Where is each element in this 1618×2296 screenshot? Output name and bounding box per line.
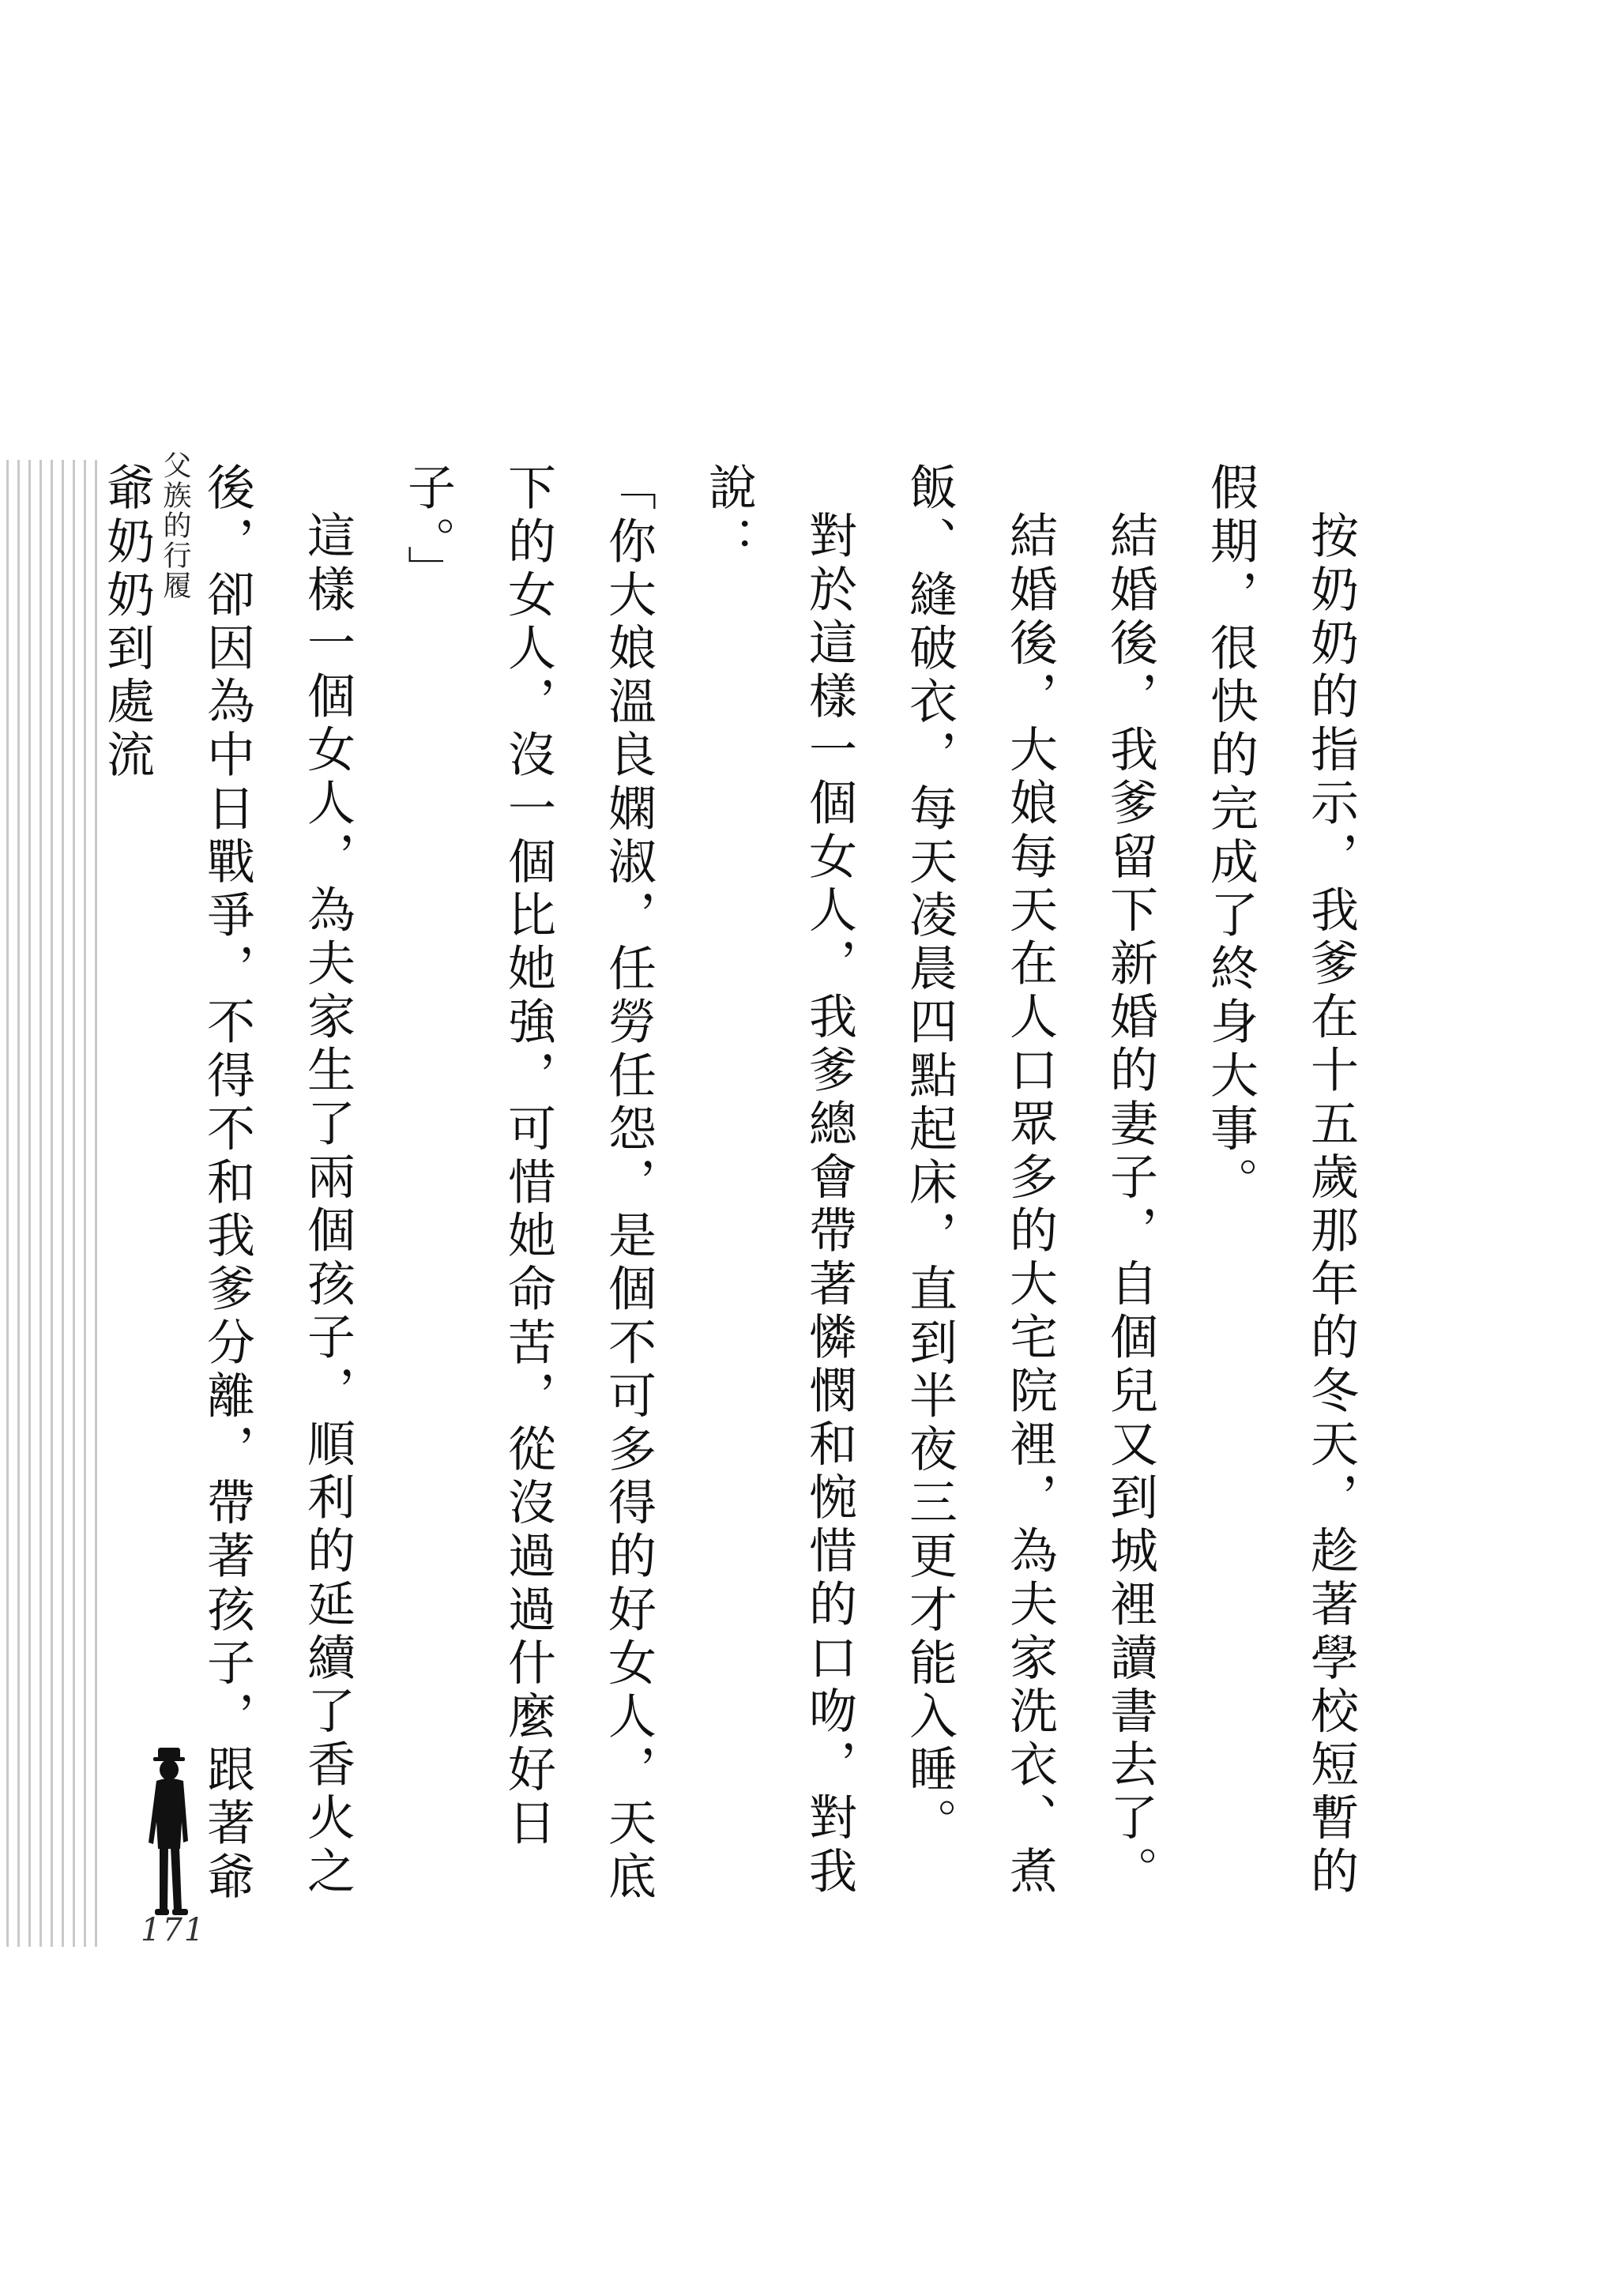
paragraph: 對於這樣一個女人，我爹總會帶著憐憫和惋惜的口吻，對我說： [701, 462, 857, 1899]
page-number: 171 [141, 1912, 206, 1948]
running-title: 父族的行履 [159, 450, 191, 600]
quoted-paragraph: 「你大娘溫良嫻淑，任勞任怨，是個不可多得的好女人，天底下的女人，沒一個比她強，可惜她命苦，從沒過過什麼好日子。」 [400, 462, 657, 1905]
paragraph: 結婚後，我爹留下新婚的妻子，自個兒又到城裡讀書去了。 [1102, 510, 1158, 1899]
paragraph: 這樣一個女人，為夫家生了兩個孩子，順利的延續了香火之後，卻因為中日戰爭，不得不和我爹分離，帶著孩子，跟著爺爺奶奶到處流 [99, 462, 356, 1905]
paragraph: 按奶奶的指示，我爹在十五歲那年的冬天，趁著學校短暫的假期，很快的完成了終身大事。 [1202, 462, 1359, 1899]
main-vertical-text [77, 462, 1381, 1948]
paragraph: 結婚後，大娘每天在人口眾多的大宅院裡，為夫家洗衣、煮飯、縫破衣，每天凌晨四點起床，直到半夜三更才能入睡。 [901, 462, 1058, 1899]
